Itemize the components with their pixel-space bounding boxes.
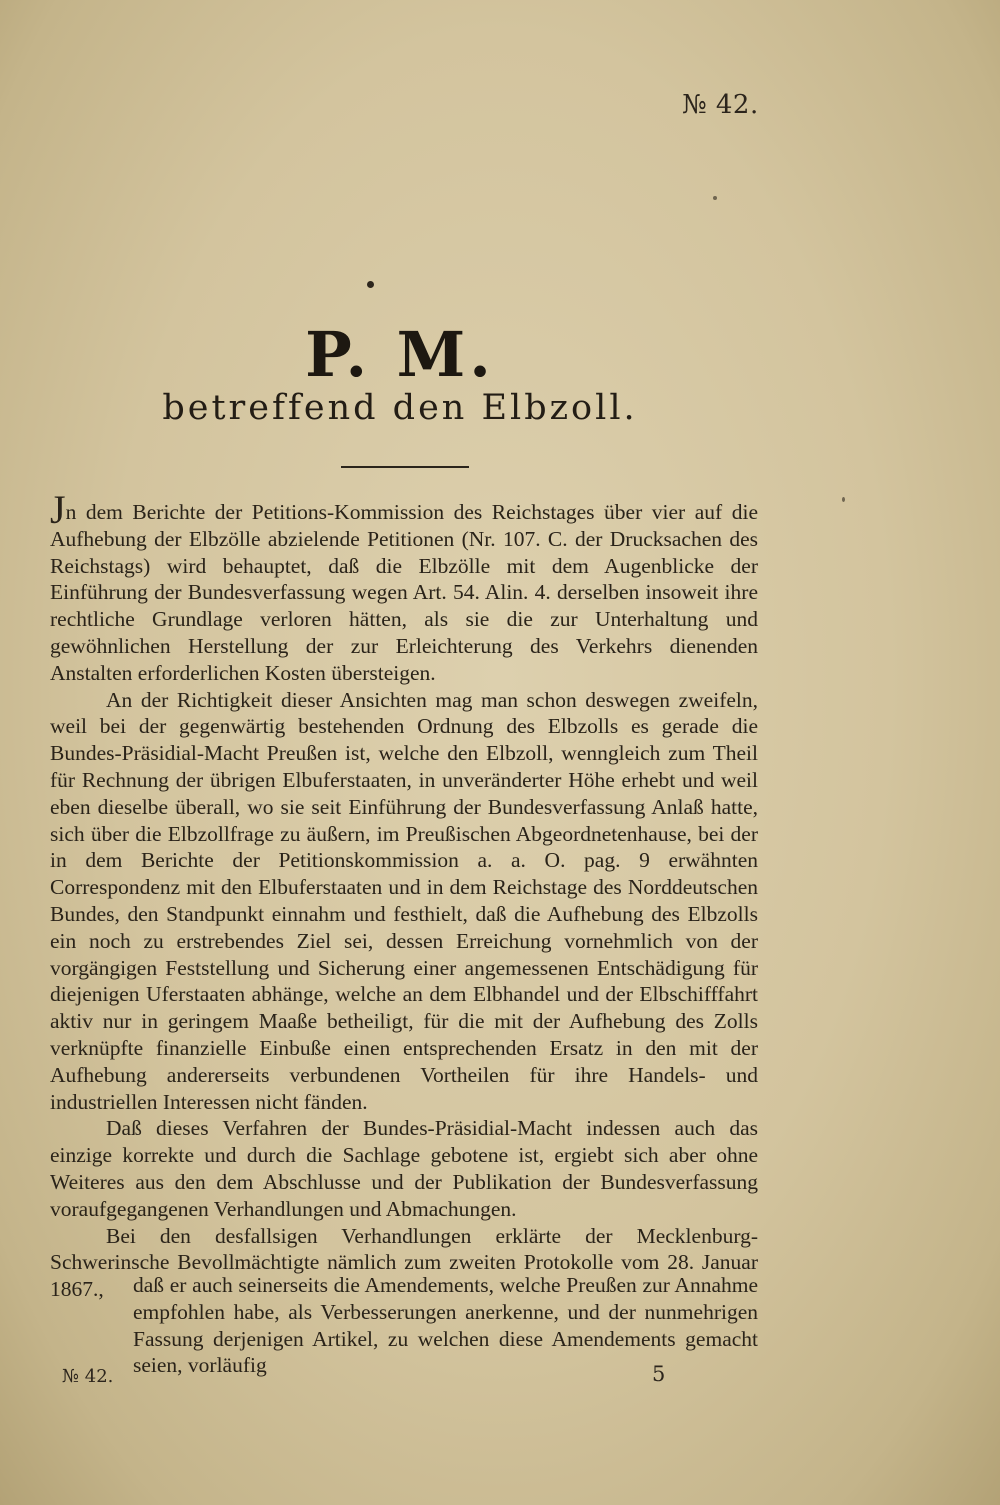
body-text [50, 487, 758, 1303]
paragraph-1 [50, 487, 758, 687]
paragraph-2: An der Richtigkeit dieser Ansichten mag man schon deswegen zweifeln, weil bei der gegenwärtig bestehenden Ordnung des Elbzolls es gerade die Bundes-Präsidial-Macht Preußen ist, welche den Elbzoll, wenngleich zum Theil für Rechnung der übrigen Elbuferstaaten, in unveränderter Höhe erhebt und weil eben dieselbe überall, wo sie seit Einführung der Bundesverfassung Anlaß hatte, sich über die Elbzollfrage zu äußern, im Preußischen Abgeordnetenhause, bei der in dem Berichte der Petitionskommission a. a. O. pag. 9 erwähnten Correspondenz mit den Elbuferstaaten und in dem Reichstage des Norddeutschen Bundes, den Standpunkt einnahm und festhielt, daß die Aufhebung des Elbzolls ein noch zu erstrebendes Ziel sei, dessen Erreichung vornehmlich von der vorgängigen Feststellung und Sicherung einer angemessenen Entschädigung für diejenigen Uferstaaten abhänge, welche an dem Elbhandel und der Elbschifffahrt aktiv nur in geringem Maaße betheiligt, für die mit der Aufhebung des Zolls verknüpfte finanzielle Einbuße einen entsprechenden Ersatz in den mit der Aufhebung andererseits verbundenen Vortheilen für ihre Handels- und industriellen Interessen nicht fänden. [50, 687, 758, 1114]
folio-number: 5 [652, 1362, 666, 1386]
drop-cap: J [50, 487, 66, 532]
ink-dot [367, 281, 374, 288]
quoted-passage: daß er auch seinerseits die Amendements, welche Preußen zur Annahme empfohlen habe, als Verbesserungen anerkenne, und der nunmehrigen Fassung derjenigen Artikel, zu welchen diese Amendements gemacht seien, vorläufig [133, 1273, 758, 1378]
document-subtitle: betreffend den Elbzoll. [162, 388, 638, 428]
ink-dot [713, 196, 717, 200]
document-title: P. M. [305, 318, 495, 391]
ink-dot [842, 497, 845, 502]
paragraph-4: Bei den desfallsigen Verhandlungen erklärte der Mecklenburg-Schwerinsche Bevollmächtigte nämlich zum zweiten Protokolle vom 28. Januar 1867., [50, 1223, 758, 1302]
page-number: № 42. [682, 90, 759, 120]
paragraph-3: Daß dieses Verfahren der Bundes-Präsidial-Macht indessen auch das einzige korrekte und durch die Sachlage gebotene ist, ergiebt sich aber ohne Weiteres aus den dem Abschlusse und der Publikation der Bundesverfassung voraufgegangenen Verhandlungen und Abmachungen. [50, 1116, 758, 1221]
paragraph-1-text: n dem Berichte der Petitions-Kommission des Reichstages über vier auf die Aufhebung der Elbzölle abzielende Petitionen (Nr. 107. C. der Drucksachen des Reichstags) wird behauptet, daß die Elbzölle mit dem Augenblicke der Einführung der Bundesverfassung wegen Art. 54. Alin. 4. derselben insoweit ihre rechtliche Grundlage verloren hätten, als sie die zur Unterhaltung und gewöhnlichen Herstellung der zur Erleichterung des Verkehrs dienenden Anstalten erforderlichen Kosten übersteigen. [50, 500, 758, 685]
title-divider [341, 466, 469, 468]
signature-mark: № 42. [62, 1366, 114, 1387]
